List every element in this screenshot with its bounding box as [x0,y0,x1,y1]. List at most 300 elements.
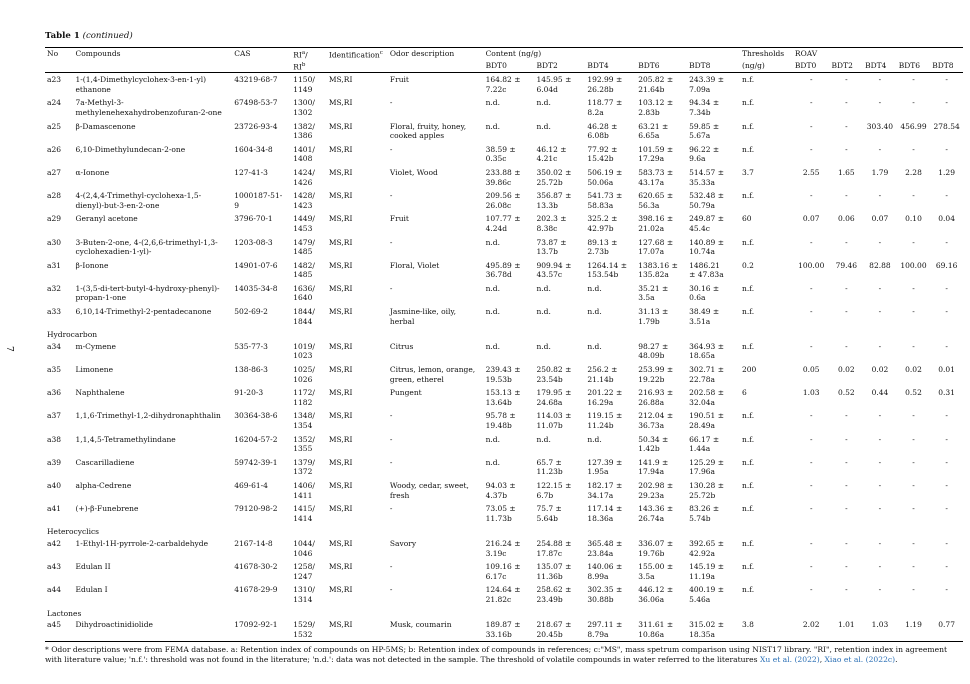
table-row [45,502,963,525]
cell-roav: - [945,237,948,247]
cell-roav: - [809,98,813,108]
cell-content: 620.65 ± 56.3a [638,191,674,210]
cell-ri: 1424/ 1426 [293,167,315,187]
cell-no: a34 [47,341,62,351]
header-cas: CAS [232,48,291,61]
cell-content: 350.02 ± 25.72b [536,167,572,187]
cell-content: 73.87 ± 13.7b [536,237,567,257]
cell-ri: 1172/ 1182 [293,388,315,407]
cell-no: a40 [47,480,62,490]
header-threshold-unit: (ng/g) [740,60,793,73]
table-label: Table 1 [45,31,80,41]
cell-roav: - [878,457,882,467]
cell-no: a43 [47,562,62,572]
cell-odor: - [389,191,393,201]
cell-threshold: n.f. [742,341,755,351]
cell-roav: - [945,457,948,467]
table-caption [45,31,133,41]
cell-roav: - [912,562,915,572]
cell-roav: 1.03 [863,618,897,642]
cell-cas: 41678-29-9 [234,585,278,595]
cell-roav: - [845,411,848,421]
cell-content: 145.95 ± 6.04d [536,75,572,94]
cell-compound: 1-Ethyl-1H-pyrrole-2-carbaldehyde [75,538,209,548]
table-row [45,537,963,560]
cell-content: 514.57 ± 35.33a [689,167,724,187]
cell-odor: - [389,434,393,444]
header-ri-b: $RI^b$ [291,60,327,73]
cell-cas: 23726-93-4 [234,121,278,131]
cell-roav: 79.46 [835,260,858,270]
cell-roav: - [809,562,813,572]
header-odor: Odor description [388,48,484,61]
cell-no: a24 [47,98,62,108]
cell-content: n.d. [485,121,500,131]
cell-content: 233.88 ± 39.86c [485,167,521,187]
group-label: Heterocyclics [47,527,100,537]
cell-content: 254.88 ± 17.87c [536,538,572,558]
cell-roav: - [878,237,882,247]
cell-roav: 100.00 [798,260,825,270]
cell-no: a45 [45,618,73,642]
cell-odor: - [389,283,393,293]
cell-roav: - [945,411,948,421]
cell-cas: 79120-98-2 [234,504,278,514]
cell-content: 140.89 ± 10.74a [689,237,724,257]
table-row [45,189,963,212]
header-content-col: BDT2 [534,60,585,73]
cell-ri: 1379/ 1372 [293,457,315,477]
cell-roav: - [945,144,948,154]
cell-content: 30.16 ± 0.6a [689,283,720,303]
cell-cas: 1000187-51- 9 [234,191,283,210]
cell-roav: 0.02 [905,365,922,375]
data-table [45,47,963,642]
cell-cas: 30364-38-6 [234,411,278,421]
cell-roav: - [845,98,848,108]
cell-roav: - [845,75,848,85]
header-roav-col: BDT2 [830,60,864,73]
cell-compound: Dihydroactinidiolide [73,618,232,642]
cell-ri: 1258/ 1247 [293,562,315,581]
table-row [45,456,963,479]
header-roav-col: BDT8 [930,60,963,73]
cell-cas: 17092-92-1 [232,618,291,642]
cell-ri: 1529/ 1532 [291,618,327,642]
cell-no: a27 [47,167,62,177]
cell-threshold: 3.8 [740,618,793,642]
table-row [45,166,963,189]
cell-content: n.d. [536,434,551,444]
cell-content: 297.11 ± 8.79a [585,618,636,642]
cell-roav: - [845,585,848,595]
cell-no: a31 [47,260,62,270]
cell-roav: - [945,504,948,514]
cell-content: 392.65 ± 42.92a [689,538,724,558]
cell-identification: MS,RI [328,538,353,548]
cell-no: a32 [47,283,62,293]
cell-roav: 2.55 [802,167,820,177]
cell-content: 164.82 ± 7.22c [485,75,521,94]
cell-no: a36 [47,388,62,398]
cell-compound: 1-(1,4-Dimethylcyclohex-3-en-1-yl) ethanone [75,75,207,94]
cell-roav: 1.29 [938,167,955,177]
cell-identification: MS,RI [328,480,353,490]
cell-content: 541.73 ± 58.83a [587,191,623,210]
cell-threshold: n.f. [742,98,755,108]
cell-roav: - [809,75,813,85]
cell-content: 336.07 ± 19.76b [638,538,674,558]
cell-content: 495.89 ± 36.78d [485,260,521,280]
cell-content: 63.21 ± 6.65a [638,121,669,141]
cell-roav: - [945,480,948,490]
cell-roav: - [912,480,915,490]
cell-cas: 1203-08-3 [234,237,273,247]
cell-content: 155.00 ± 3.5a [638,562,674,581]
cell-cas: 14901-07-6 [234,260,278,270]
cell-content: 50.34 ± 1.42b [638,434,669,454]
cell-cas: 3796-70-1 [234,214,273,224]
header-roav-col: BDT6 [897,60,931,73]
cell-content: 400.19 ± 5.46a [689,585,724,604]
cell-threshold: 60 [742,214,752,224]
cell-roav: 0.77 [930,618,963,642]
cell-roav: - [845,457,848,467]
page-number: 7 [4,346,14,352]
cell-roav: - [912,585,915,595]
table-footnote [45,645,963,665]
cell-content: 89.13 ± 2.73b [587,237,618,257]
cell-roav: 0.44 [871,388,889,398]
cell-no: a39 [47,457,62,467]
cell-ri: 1025/ 1026 [293,365,315,384]
cell-identification: MS,RI [328,388,353,398]
header-compounds: Compounds [73,48,232,61]
cell-odor: Fruit [389,214,409,224]
cell-ri: 1415/ 1414 [293,504,315,523]
cell-content: 38.49 ± 3.51a [689,307,720,326]
table-continued: (continued) [82,31,133,41]
cell-roav: - [945,538,948,548]
cell-compound: β-Ionone [75,260,109,270]
cell-content: 122.15 ± 6.7b [536,480,572,500]
table-row [45,618,963,642]
cell-roav: - [912,191,915,201]
cell-roav: - [878,307,882,317]
cell-content: 182.17 ± 34.17a [587,480,623,500]
cell-cas: 59742-39-1 [234,457,278,467]
cell-content: 140.06 ± 8.99a [587,562,623,581]
cell-roav: - [809,237,813,247]
cell-threshold: 3.7 [742,167,754,177]
cell-roav: - [845,504,848,514]
cell-compound: Cascarilladiene [75,457,135,467]
cell-roav: - [878,434,882,444]
cell-content: 311.61 ± 10.86a [636,618,687,642]
cell-roav: - [809,434,813,444]
cell-compound: Naphthalene [75,388,125,398]
cell-roav: - [809,341,813,351]
cell-roav: 0.04 [938,214,955,224]
cell-roav: 0.52 [905,388,922,398]
cell-roav: - [912,283,915,293]
cell-content: 532.48 ± 50.79a [689,191,724,210]
cell-roav: 1.65 [837,167,855,177]
cell-threshold: n.f. [742,411,755,421]
cell-content: 65.7 ± 11.23b [536,457,563,477]
cell-compound: β-Damascenone [75,121,136,131]
cell-odor: - [389,585,393,595]
cell-roav: - [845,341,848,351]
cell-identification: MS,RI [328,434,353,444]
cell-roav: - [845,434,848,444]
cell-roav: - [845,144,848,154]
cell-roav: - [809,504,813,514]
cell-roav: - [809,585,813,595]
cell-odor: - [389,562,393,572]
cell-roav: 1.03 [802,388,820,398]
cell-ri: 1150/ 1149 [293,75,315,94]
cell-ri: 1406/ 1411 [293,480,315,500]
cell-threshold: n.f. [742,457,755,467]
cell-roav: - [878,585,882,595]
cell-roav: 303.40 [866,121,894,131]
cell-identification: MS,RI [328,457,353,467]
cell-cas: 502-69-2 [234,307,268,317]
cell-threshold: n.f. [742,121,755,131]
cell-content: 95.78 ± 19.48b [485,411,516,430]
cell-content: n.d. [485,237,500,247]
cell-content: 118.77 ± 8.2a [587,98,623,117]
cell-roav: 1.19 [897,618,931,642]
cell-threshold: 6 [742,388,747,398]
cell-content: 130.28 ± 25.72b [689,480,724,500]
cell-cas: 535-77-3 [234,341,268,351]
header-content: Content (ng/g) [484,48,740,61]
cell-no: a26 [47,144,62,154]
footnote-ref-link[interactable]: Xu et al. (2022) [759,655,820,664]
cell-no: a25 [47,121,62,131]
cell-roav: - [912,434,915,444]
cell-roav: - [945,191,948,201]
cell-compound: 3-Buten-2-one, 4-(2,6,6-trimethyl-1,3- cyclohexadien-1-yl)- [75,237,218,257]
cell-odor: Woody, cedar, sweet, fresh [389,480,469,500]
table-row [45,409,963,432]
cell-content: 46.12 ± 4.21c [536,144,567,164]
cell-content: 124.64 ± 21.82c [485,585,521,604]
cell-content: 209.56 ± 26.08c [485,191,521,210]
cell-roav: - [912,75,915,85]
cell-roav: - [912,144,915,154]
cell-compound: α-Ionone [75,167,110,177]
cell-roav: 0.01 [938,365,955,375]
cell-content: 239.43 ± 19.53b [485,365,521,384]
cell-content: 145.19 ± 11.19a [689,562,724,581]
cell-compound: Geranyl acetone [75,214,138,224]
table-row [45,236,963,259]
cell-roav: - [878,504,882,514]
cell-content: 119.15 ± 11.24b [587,411,623,430]
header-roav: ROAV [793,48,963,61]
cell-roav: - [878,538,882,548]
cell-content: 356.87 ± 13.3b [536,191,572,210]
cell-content: 114.03 ± 11.07b [536,411,572,430]
cell-roav: - [845,191,848,201]
cell-compound: alpha-Cedrene [75,480,132,490]
cell-cas: 41678-30-2 [234,562,278,572]
cell-content: 325.2 ± 42.97b [587,214,618,233]
cell-content: 202.58 ± 32.04a [689,388,724,407]
cell-roav: 278.54 [933,121,960,131]
cell-identification: MS,RI [328,214,353,224]
cell-content: 253.99 ± 19.22b [638,365,674,384]
cell-no: a29 [47,214,62,224]
cell-threshold: 0.2 [742,260,754,270]
cell-content: 216.93 ± 26.88a [638,388,674,407]
header-roav-col: BDT4 [863,60,897,73]
cell-roav: - [878,283,882,293]
cell-roav: 2.28 [905,167,922,177]
cell-roav: 1.01 [830,618,864,642]
cell-content: 38.59 ± 0.35c [485,144,516,164]
cell-roav: - [809,457,813,467]
cell-content: 73.05 ± 11.73b [485,504,516,523]
cell-odor: Violet, Wood [389,167,438,177]
cell-roav: 100.00 [900,260,927,270]
table-row [45,560,963,583]
cell-odor: Citrus, lemon, orange, green, etherel [389,365,476,384]
cell-content: 153.13 ± 13.64b [485,388,521,407]
cell-content: 909.94 ± 43.57c [536,260,572,280]
cell-roav: - [878,144,882,154]
table-row [45,96,963,119]
cell-roav: 2.02 [793,618,830,642]
cell-content: n.d. [485,98,500,108]
cell-ri: 1352/ 1355 [293,434,315,454]
cell-content: 243.39 ± 7.09a [689,75,724,94]
cell-identification: MS,RI [328,365,353,375]
cell-odor: - [389,411,393,421]
cell-cas: 127-41-3 [234,167,268,177]
table-row [45,363,963,386]
cell-content: 398.16 ± 21.02a [638,214,674,233]
cell-odor: Pungent [389,388,422,398]
cell-ri: 1300/ 1302 [293,98,315,117]
cell-content: 258.62 ± 23.49b [536,585,572,604]
cell-content: n.d. [536,283,551,293]
cell-roav: - [845,307,848,317]
header-content-col: BDT6 [636,60,687,73]
cell-odor: Floral, Violet [389,260,440,270]
cell-roav: 1.79 [871,167,889,177]
cell-roav: - [809,538,813,548]
cell-ri: 1401/ 1408 [293,144,315,164]
cell-odor: - [389,504,393,514]
cell-threshold: n.f. [742,75,755,85]
cell-roav: - [845,283,848,293]
cell-roav: 456.99 [900,121,927,131]
cell-roav: - [809,121,813,131]
cell-content: 77.92 ± 15.42b [587,144,618,164]
cell-identification: MS,RI [328,237,353,247]
cell-cas: 469-61-4 [234,480,268,490]
cell-content: 1383.16 ± 135.82a [638,260,678,280]
cell-threshold: 200 [742,365,757,375]
cell-roav: - [912,341,915,351]
cell-roav: 0.07 [871,214,889,224]
cell-roav: - [809,307,813,317]
cell-roav: 0.31 [938,388,955,398]
cell-odor: Citrus [389,341,414,351]
cell-ri: 1479/ 1485 [293,237,315,257]
table-row [45,143,963,166]
cell-ri: 1636/ 1640 [293,283,315,303]
cell-identification: MS,RI [328,283,353,293]
cell-content: 35.21 ± 3.5a [638,283,669,303]
cell-ri: 1019/ 1023 [293,341,315,361]
cell-identification: MS,RI [328,562,353,572]
cell-roav: 0.06 [837,214,855,224]
cell-content: 365.48 ± 23.84a [587,538,623,558]
cell-roav: - [945,562,948,572]
group-header-row [45,607,963,619]
cell-content: 218.67 ± 20.45b [534,618,585,642]
cell-identification: MS,RI [328,341,353,351]
cell-ri: 1449/ 1453 [293,214,315,233]
cell-identification: MS,RI [328,75,353,85]
cell-content: n.d. [536,341,551,351]
cell-content: 302.71 ± 22.78a [689,365,724,384]
footnote-text: * Odor descriptions were from FEMA database. a: Retention index of compounds on HP-5MS; b: Retention index of compounds in references; c:"MS", mass spetrum comparison using NIST17 library. "RI", retention index in agreement with literature value; 'n.f.': threshold was not found in the literature; 'n.d.': data was not detected in the sample. The threshold of volatile compounds in water referred to the literatures [45,645,948,664]
cell-ri: 1382/ 1386 [293,121,315,141]
cell-content: n.d. [485,341,500,351]
header-no: No [45,48,73,61]
cell-content: 249.87 ± 45.4c [689,214,724,233]
cell-content: 127.68 ± 17.07a [638,237,674,257]
cell-content: 201.22 ± 16.29a [587,388,623,407]
footnote-ref-link[interactable]: Xiao et al. (2022c) [824,655,896,664]
cell-content: n.d. [485,457,500,467]
table-row [45,212,963,235]
cell-content: 59.85 ± 5.67a [689,121,720,141]
cell-roav: - [912,538,915,548]
cell-threshold: n.f. [742,237,755,247]
cell-roav: 82.88 [869,260,891,270]
cell-identification: MS,RI [328,98,353,108]
cell-odor: - [389,457,393,467]
cell-content: n.d. [485,307,500,317]
group-label: Hydrocarbon [47,330,98,340]
cell-compound: 1,1,6-Trimethyl-1,2-dihydronaphthalin [75,411,221,421]
cell-odor: Jasmine-like, oily, herbal [389,307,457,326]
cell-no: a23 [47,75,62,85]
cell-roav: - [912,457,915,467]
cell-threshold: n.f. [742,283,755,293]
cell-roav: 0.05 [802,365,820,375]
cell-content: 216.24 ± 3.19c [485,538,521,558]
cell-content: 94.03 ± 4.37b [485,480,516,500]
cell-no: a37 [47,411,62,421]
footnote-end: . [895,655,898,664]
table-row [45,73,963,97]
cell-content: n.d. [587,283,602,293]
cell-roav: 0.52 [837,388,855,398]
cell-cas: 1604-34-8 [234,144,273,154]
cell-odor: Floral, fruity, honey, cooked apples [389,121,467,141]
cell-ri: 1348/ 1354 [293,411,315,430]
cell-roav: - [809,144,813,154]
cell-content: 179.95 ± 24.68a [536,388,572,407]
